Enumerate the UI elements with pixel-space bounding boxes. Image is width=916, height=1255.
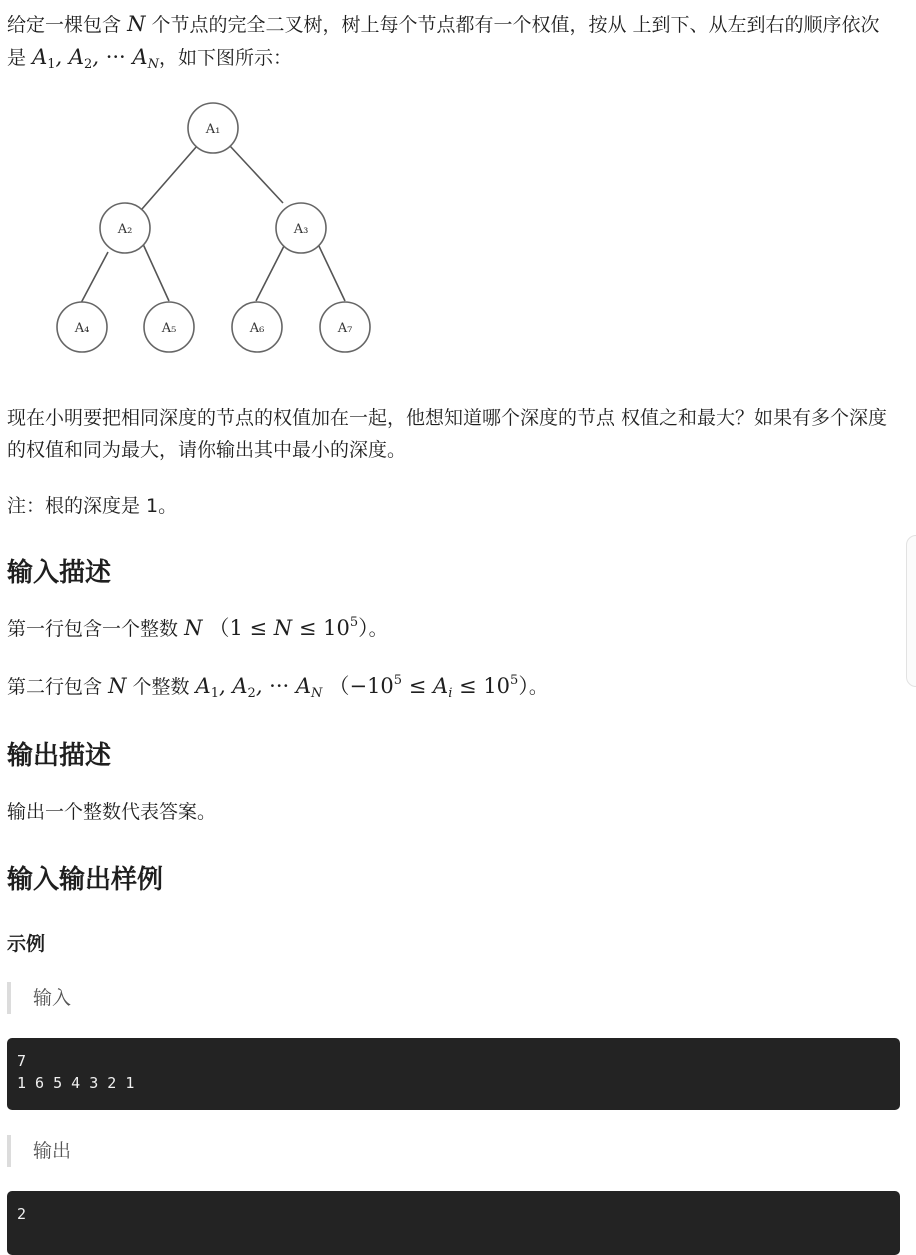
- binary-tree-diagram: [47, 96, 387, 361]
- edge-a2-a4: [81, 252, 108, 303]
- var-n: N: [127, 12, 146, 36]
- question-paragraph: 现在小明要把相同深度的节点的权值加在一起，他想知道哪个深度的节点 权值之和最大？如果有多个深度的权值和同为最大，请你输出其中最小的深度。: [7, 407, 888, 461]
- note-paragraph: 注：根的深度是 1。: [7, 495, 178, 517]
- input-section-title: 输入描述: [7, 558, 112, 588]
- input-line-2-var: N: [108, 674, 127, 698]
- input-line-1: [7, 612, 388, 645]
- input-line-1-prefix: 第一行包含一个整数: [7, 618, 179, 640]
- edge-a3-a6: [256, 246, 284, 301]
- output-description: 输出一个整数代表答案。: [7, 801, 217, 823]
- input-line-2-mid: 个整数: [132, 676, 190, 698]
- input-line-2-constraint: $(-10^5 \le A_i \le 10^5)$: [328, 673, 529, 701]
- input-line-2-seq: $A_1$, $A_2$, ··· $A_N$: [195, 674, 323, 701]
- input-label: 输入: [33, 987, 72, 1009]
- node-label-a3: A₃: [293, 222, 309, 237]
- intro-text-3: ，如下图所示：: [158, 47, 292, 69]
- intro-text-2: 个节点的完全二叉树，树上每个节点都有一个权值，按从 上到下、从左到右的顺序依次是: [7, 14, 880, 69]
- node-label-a6: A₆: [249, 321, 265, 336]
- intro-paragraph: [7, 8, 897, 74]
- edge-a2-a5: [143, 244, 169, 301]
- input-line-2: [7, 670, 548, 703]
- output-label-quote: [7, 1135, 71, 1167]
- edge-a1-a2: [142, 146, 197, 209]
- example-label: 示例: [7, 933, 46, 955]
- node-label-a7: A₇: [337, 321, 353, 336]
- input-line-2-suffix: 。: [528, 676, 548, 698]
- edge-a1-a3: [230, 146, 283, 203]
- tree-svg: [47, 96, 387, 361]
- sequence-expr: $A_1$, $A_2$, ··· $A_N$: [32, 45, 159, 72]
- sample-input-code[interactable]: 7 1 6 5 4 3 2 1: [7, 1038, 900, 1110]
- side-panel-handle[interactable]: [906, 535, 916, 687]
- output-section-title: 输出描述: [7, 741, 112, 771]
- input-line-2-prefix: 第二行包含: [7, 676, 103, 698]
- node-label-a5: A₅: [161, 321, 177, 336]
- sample-section-title: 输入输出样例: [7, 865, 164, 895]
- input-line-1-var: N: [184, 616, 203, 640]
- sample-output-code[interactable]: 2: [7, 1191, 900, 1255]
- intro-text-1: 给定一棵包含: [7, 14, 122, 36]
- input-line-1-constraint: $(1 \le N \le 10^5)$: [208, 615, 369, 640]
- node-label-a2: A₂: [117, 222, 133, 237]
- output-label: 输出: [33, 1140, 72, 1162]
- node-label-a4: A₄: [74, 321, 90, 336]
- input-label-quote: [7, 982, 71, 1014]
- input-line-1-suffix: 。: [368, 618, 388, 640]
- edge-a3-a7: [318, 244, 345, 301]
- node-label-a1: A₁: [205, 122, 221, 137]
